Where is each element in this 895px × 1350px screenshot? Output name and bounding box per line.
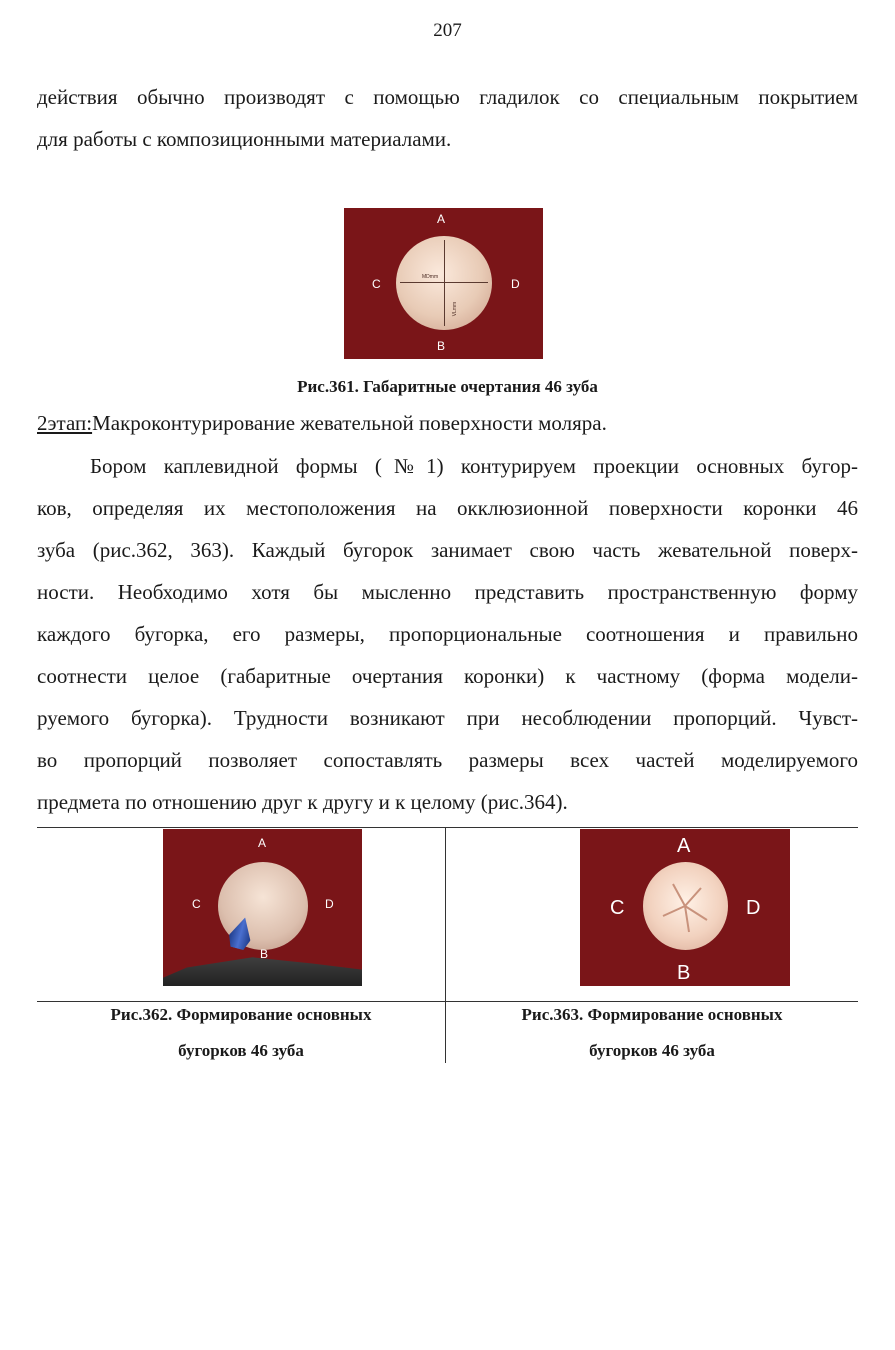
figure-361-image: [344, 208, 543, 359]
figure-363-image: [580, 829, 790, 986]
figure-362-image: [163, 829, 362, 986]
label-c: C: [610, 897, 625, 919]
paragraph-line-8: во пропорций позволяет сопоставлять размеры всех частей моделируемого: [37, 748, 858, 772]
label-c: C: [192, 897, 201, 911]
figure-363-caption-line-1: Рис.363. Формирование основных: [521, 1005, 783, 1024]
label-md: MDmm: [422, 274, 439, 280]
paragraph-line-7: руемого бугорка). Трудности возникают при несоблюдении пропорций. Чувст-: [37, 706, 858, 730]
paragraph-line-3: зуба (рис.362, 363). Каждый бугорок занимает свою часть жевательной поверх-: [37, 538, 858, 562]
intro-line-1: действия обычно производят с помощью гладилок со специальным покрытием: [37, 85, 858, 109]
vl-dimension-line: [444, 240, 445, 326]
figure-362-caption-line-1: Рис.362. Формирование основных: [110, 1005, 372, 1024]
label-b: B: [437, 339, 446, 353]
page-number: 207: [433, 20, 462, 41]
label-a: A: [258, 836, 267, 850]
label-a: A: [677, 835, 691, 857]
paragraph-line-9: предмета по отношению друг к другу и к целому (рис.364).: [37, 790, 568, 814]
label-d: D: [325, 897, 334, 911]
figure-363-caption-line-2: бугорков 46 зуба: [589, 1041, 715, 1060]
table-middle-border: [37, 1001, 858, 1002]
paragraph-line-4: ности. Необходимо хотя бы мысленно представить пространственную форму: [37, 580, 858, 604]
paragraph-line-2: ков, определяя их местоположения на окклюзионной поверхности коронки 46: [37, 496, 858, 520]
label-b: B: [260, 947, 269, 961]
label-vl: VLmm: [452, 301, 459, 317]
label-d: D: [511, 277, 520, 291]
figure-362-caption-line-2: бугорков 46 зуба: [178, 1041, 304, 1060]
stage-heading: [37, 402, 858, 444]
table-top-border: [37, 827, 858, 828]
fissure-pattern: [643, 862, 728, 950]
paragraph-line-5: каждого бугорка, его размеры, пропорциональные соотношения и правильно: [37, 622, 858, 646]
paragraph-line-1: Бором каплевидной формы (№1) контурируем проекции основных бугор-: [90, 454, 858, 478]
intro-line-2: для работы с композиционными материалами.: [37, 127, 452, 151]
label-a: A: [437, 212, 446, 226]
label-c: C: [372, 277, 381, 291]
paragraph-line-6: соотнести целое (габаритные очертания коронки) к частному (форма модели-: [37, 664, 858, 688]
table-column-divider: [445, 827, 446, 1063]
stage-label: 2этап:: [37, 411, 93, 435]
stage-text: Макроконтурирование жевательной поверхности моляра.: [92, 411, 607, 435]
figure-361-caption: Рис.361. Габаритные очертания 46 зуба: [297, 377, 598, 396]
label-b: B: [677, 962, 691, 984]
label-d: D: [746, 897, 761, 919]
